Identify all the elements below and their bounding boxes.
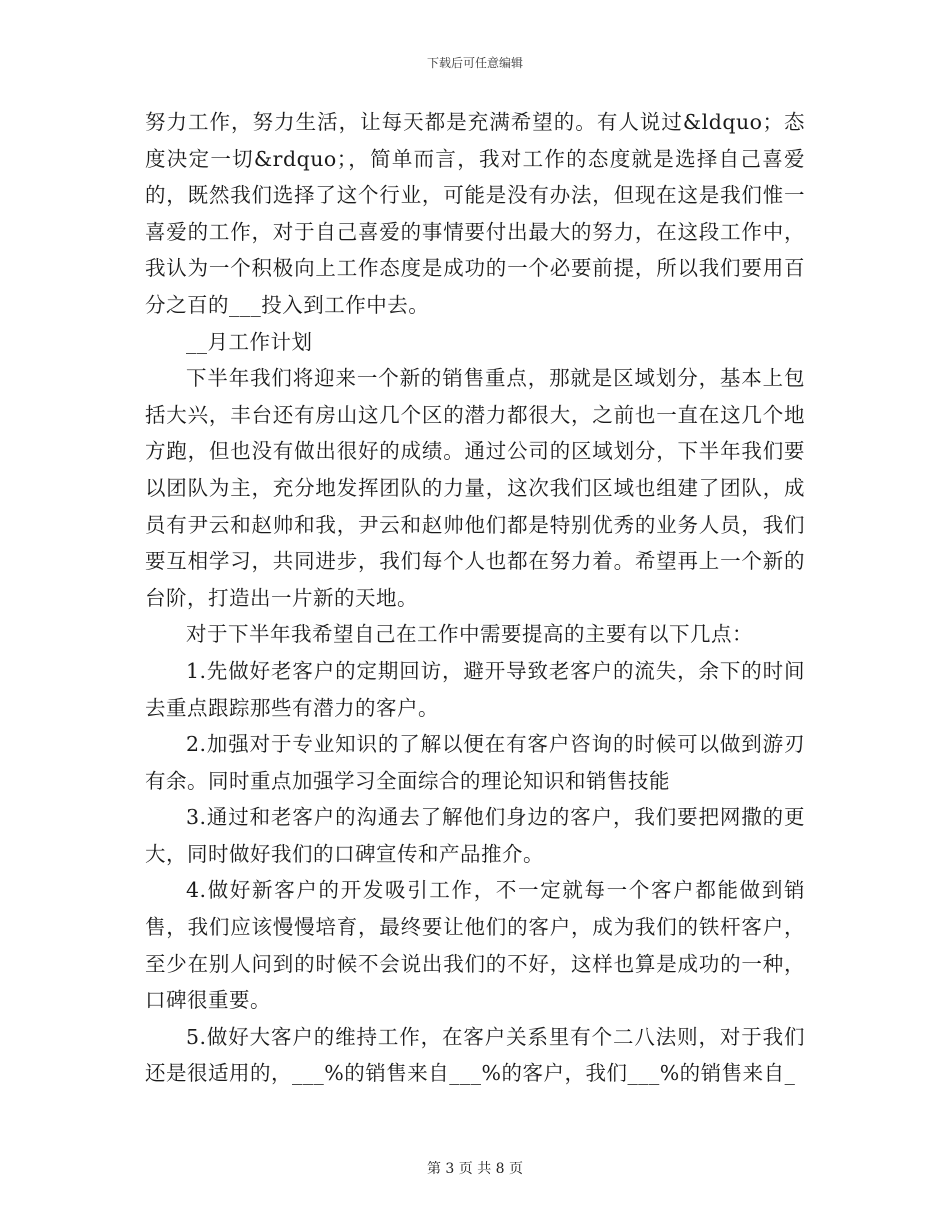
list-item-1: 1.先做好老客户的定期回访，避开导致老客户的流失，余下的时间去重点跟踪那些有潜力的客户。 [145,658,805,720]
page-header: 下载后可任意编辑 [426,56,523,70]
list-item-2: 2.加强对于专业知识的了解以便在有客户咨询的时候可以做到游刃有余。同时重点加强学习全面综合的理论知识和销售技能 [145,732,805,793]
section-heading-monthly-plan: __月工作计划 [186,329,313,354]
list-item-5: 5.做好大客户的维持工作，在客户关系里有个二八法则，对于我们还是很适用的，___%的销售来自___%的客户，我们___%的销售来自_ [145,1024,805,1086]
list-item-4: 4.做好新客户的开发吸引工作，不一定就每一个客户都能做到销售，我们应该慢慢培育，最终要让他们的客户，成为我们的铁杆客户，至少在别人问到的时候不会说出我们的不好，这样也算是成功的一种，口碑很重要。 [145,878,805,1013]
paragraph-attitude: 努力工作，努力生活，让每天都是充满希望的。有人说过&ldquo；态度决定一切&rdquo；，简单而言，我对工作的态度就是选择自己喜爱的，既然我们选择了这个行业，可能是没有办法，但现在这是我们惟一喜爱的工作，对于自己喜爱的事情要付出最大的努力，在这段工作中，我认为一个积极向上工作态度是成功的一个必要前提，所以我们要用百分之百的___投入到工作中去。 [145,110,805,317]
paragraph-region-plan: 下半年我们将迎来一个新的销售重点，那就是区域划分，基本上包括大兴，丰台还有房山这几个区的潜力都很大，之前也一直在这几个地方跑，但也没有做出很好的成绩。通过公司的区域划分，下半年我们要以团队为主，充分地发挥团队的力量，这次我们区域也组建了团队，成员有尹云和赵帅和我，尹云和赵帅他们都是特别优秀的业务人员，我们要互相学习，共同进步，我们每个人也都在努力着。希望再上一个新的台阶，打造出一片新的天地。 [145,366,805,610]
page-footer: 第 3 页 共 8 页 [426,1161,524,1177]
list-item-3: 3.通过和老客户的沟通去了解他们身边的客户，我们要把网撒的更大，同时做好我们的口碑宣传和产品推介。 [145,805,805,866]
document-body [145,104,805,1092]
paragraph-improvement-intro: 对于下半年我希望自己在工作中需要提高的主要有以下几点： [186,622,753,647]
